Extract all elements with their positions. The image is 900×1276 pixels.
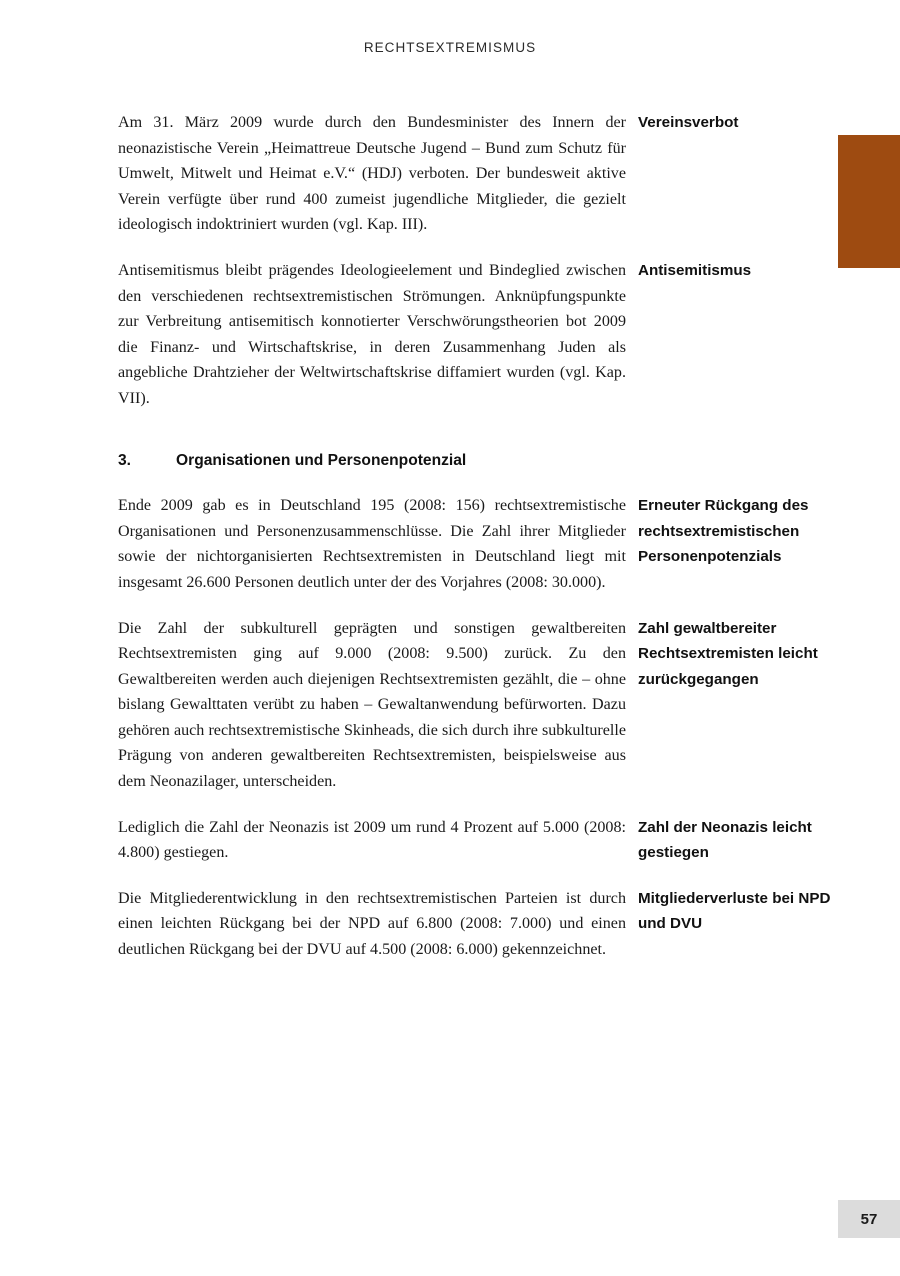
section-number: 3. <box>118 451 132 469</box>
margin-note: Zahl gewaltbereiter Rechtsextremisten leicht zurückgegangen <box>638 619 818 688</box>
page-number-label: 57 <box>860 1210 878 1228</box>
page-content <box>118 110 838 963</box>
text-block <box>118 110 838 238</box>
margin-note: Antisemitismus <box>638 261 752 279</box>
body-paragraph: Die Mitgliederentwicklung in den rechtsextremistischen Parteien ist durch einen leichten Rückgang bei der NPD auf 6.800 (2008: 7.000) und einen deutlichen Rückgang bei der DVU auf 4.500 (2008: 6.000) gekennzeichnet. <box>118 889 626 959</box>
spacer <box>118 412 838 448</box>
body-paragraph: Am 31. März 2009 wurde durch den Bundesminister des Innern der neonazistische Verein „Heimattreue Deutsche Jugend – Bund zum Schutz für Umwelt, Mitwelt und Heimat e.V.“ (HDJ) verboten. Der bundesweit aktive Verein verfügte über rund 400 zumeist jugendliche Mitglieder, die gezielt ideologisch indoktriniert wurden (vgl. Kap. III). <box>118 114 626 234</box>
margin-note: Mitgliederverluste bei NPD und DVU <box>638 889 831 933</box>
section-title: Organisationen und Personenpotenzial <box>176 451 467 469</box>
body-paragraph: Lediglich die Zahl der Neonazis ist 2009 um rund 4 Prozent auf 5.000 (2008: 4.800) gestiegen. <box>118 818 626 862</box>
spacer <box>118 795 838 815</box>
section-heading <box>118 448 838 474</box>
text-block <box>118 493 838 595</box>
text-block <box>118 886 838 963</box>
margin-note: Zahl der Neonazis leicht gestiegen <box>638 818 812 862</box>
margin-note: Vereinsverbot <box>638 114 739 131</box>
body-paragraph: Ende 2009 gab es in Deutschland 195 (2008: 156) rechtsextremistische Organisationen und Personenzusammenschlüsse. Die Zahl ihrer Mitglieder sowie der nichtorganisierten Rechtsextremisten in Deutschland liegt mit insgesamt 26.600 Personen deutlich unter der des Vorjahres (2008: 30.000). <box>118 497 626 591</box>
spacer <box>118 866 838 886</box>
running-header: RECHTSEXTREMISMUS <box>363 40 537 55</box>
body-paragraph: Die Zahl der subkulturell geprägten und sonstigen gewaltbereiten Rechtsextremisten ging auf 9.000 (2008: 9.500) zurück. Zu den Gewaltbereiten werden auch diejenigen Rechtsextremisten gezählt, die – ohne bislang Gewalttaten verübt zu haben – Gewaltanwendung befürworten. Dazu gehören auch rechtsextremistische Skinheads, die sich durch ihre subkulturelle Prägung von anderen gewaltbereiten Rechtsextremisten, beispielsweise aus dem Neonazilager, unterscheiden. <box>118 619 626 791</box>
text-block <box>118 815 838 866</box>
text-block <box>118 258 838 412</box>
spacer <box>118 473 838 493</box>
spacer <box>118 596 838 616</box>
body-paragraph: Antisemitismus bleibt prägendes Ideologieelement und Bindeglied zwischen den verschiedenen rechtsextremistischen Strömungen. Anknüpfungspunkte zur Verbreitung antisemitisch konnotierter Verschwörungstheorien bot 2009 die Finanz- und Wirtschaftskrise, in deren Zusammenhang Juden als angebliche Drahtzieher der Weltwirtschaftskrise diffamiert wurden (vgl. Kap. VII). <box>118 261 626 407</box>
spacer <box>118 238 838 258</box>
page-number <box>838 1200 900 1238</box>
chapter-thumb-tab <box>838 135 900 268</box>
margin-note: Erneuter Rückgang des rechtsextremistischen Personenpotenzials <box>638 497 809 566</box>
text-block <box>118 616 838 795</box>
